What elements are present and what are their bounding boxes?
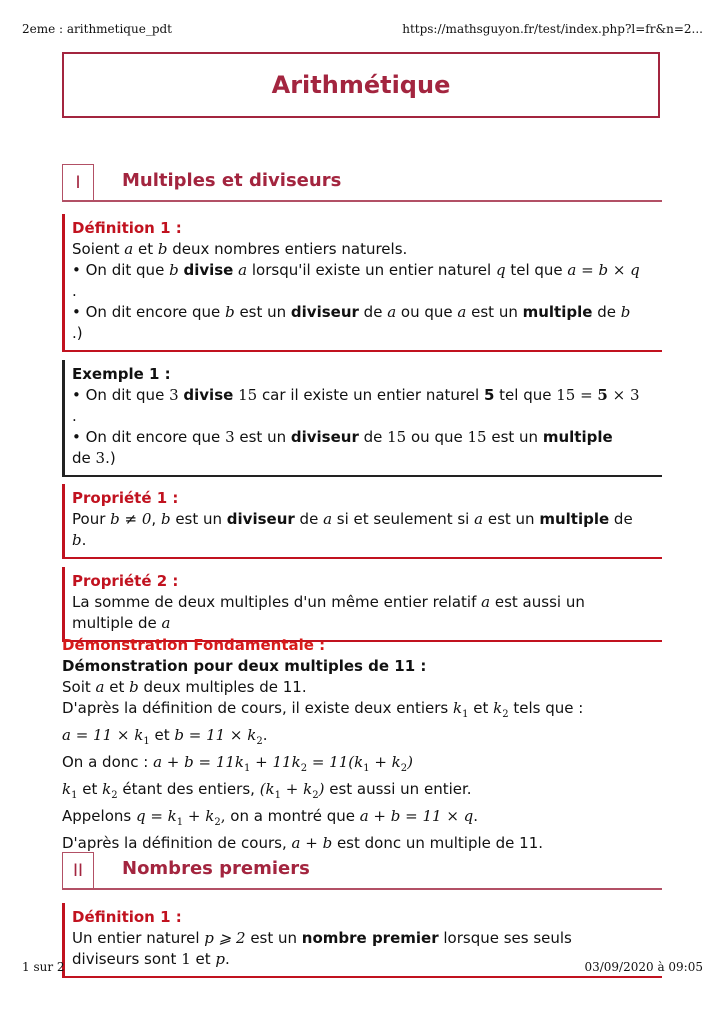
section-number: II [62,852,94,888]
text-span: a [161,614,171,632]
text-span: + k [281,780,313,798]
text-span: p ⩾ 2 [204,929,246,947]
text-span: a [457,303,467,321]
text-span: + k [369,753,401,771]
text-span: + 11k [250,753,301,771]
example-title: Exemple 1 : [72,365,171,383]
text-span: a [323,510,333,528]
text-span: q = k [135,807,177,825]
text-span: multiple [539,510,610,528]
print-footer-page: 1 sur 2 [22,960,65,974]
demonstration-line [62,833,662,854]
text-span: La somme de deux multiples d'un même entier relatif [72,593,482,611]
text-span: si et seulement si [332,510,475,528]
text-span: 2 [214,817,221,828]
text-span: = 11(k [307,753,364,771]
text-span: a [124,240,134,258]
text-span: b [160,510,171,528]
text-span: 1 [274,790,282,801]
text-span: diviseurs sont [72,950,182,968]
text-span: q [495,261,506,279]
text-span: a + b = 11 × q [359,807,474,825]
text-span: 15 [387,428,407,446]
definition-line [72,302,662,323]
text-span: 1 [363,763,370,774]
text-span: a + b = 11k [153,753,245,771]
text-span: b [129,678,139,696]
text-span: 2 [400,763,408,774]
text-span: 15 [467,428,487,446]
text-span: b [157,240,168,258]
text-span: Appelons [62,807,136,825]
text-span: deux multiples de 11. [138,678,307,696]
demonstration-title: Démonstration Fondamentale : [62,636,326,654]
title-box [62,52,660,118]
text-span: • On dit encore que [72,428,226,446]
definition-title: Définition 1 : [72,219,182,237]
property-box [62,567,662,642]
text-span: , [151,510,161,528]
demonstration-line [62,725,662,752]
text-span: est un [466,303,523,321]
definition-box [62,214,662,352]
demonstration-line [62,698,662,725]
text-span: + k [183,807,215,825]
text-span: diviseur [290,428,359,446]
definition-line [72,949,662,970]
property-title: Propriété 1 : [72,489,179,507]
text-span: multiple de [72,614,162,632]
text-span: de [294,510,324,528]
example-line: . [72,407,77,425]
definition-line [72,928,662,949]
text-span: a [481,593,491,611]
text-span: est un [170,510,227,528]
text-span: a = b × q [567,261,640,279]
text-span: 5 [483,386,495,404]
text-span: 5 [597,386,608,404]
property-line [72,592,662,613]
definition-box [62,903,662,978]
example-line [72,448,662,469]
text-span: et [149,726,175,744]
text-span: 2 [502,709,509,720]
text-span: p [215,950,225,968]
text-span: 1 [462,709,469,720]
definition-line [72,260,662,281]
text-span: . [81,531,87,549]
text-span: .) [105,449,116,467]
text-span: et [77,780,103,798]
text-span: 2 [312,790,319,801]
text-span: Soient [72,240,125,258]
text-span: . [262,726,268,744]
section-number: I [62,164,94,200]
text-span: b [72,531,82,549]
example-line [72,385,662,406]
text-span: a [474,510,484,528]
text-span: ) [318,780,325,798]
text-span: multiple [522,303,593,321]
section-heading-1 [62,164,662,202]
text-span: tels que : [508,699,584,717]
text-span: 2 [111,790,118,801]
text-span: 1 [71,790,78,801]
page-title: Arithmétique [271,71,451,99]
text-span: de [358,303,388,321]
text-span: est un [486,428,543,446]
text-span: ou que [406,428,468,446]
text-span: × 3 [607,386,640,404]
text-span: k [102,780,112,798]
text-span: nombre premier [301,929,439,947]
text-span: de [592,303,621,321]
text-span: 1 [143,736,150,747]
text-span: étant des entiers, [117,780,260,798]
text-span: on a montré que [225,807,360,825]
text-span: • On dit encore que [72,303,226,321]
definition-line [72,239,662,260]
text-span: a = 11 × k [62,726,144,744]
text-span: 3 [95,449,106,467]
text-span: et [468,699,494,717]
text-span: D'après la définition de cours, il existe deux entiers [62,699,453,717]
text-span: 2 [256,736,263,747]
text-span: D'après la définition de cours, [62,834,292,852]
text-span: a [95,678,105,696]
text-span: lorsque ses seuls [438,929,572,947]
print-header-title: 2eme : arithmetique_pdt [22,22,173,36]
text-span: de [72,449,96,467]
text-span: • On dit que [72,386,170,404]
text-span: k [452,699,463,717]
text-span: b = 11 × k [174,726,257,744]
demonstration-line [62,677,662,698]
print-footer-date: 03/09/2020 à 09:05 [584,960,703,974]
demonstration-line [62,752,662,779]
text-span: 15 = [556,386,598,404]
demonstration-block [62,635,662,854]
demonstration-line [62,779,662,806]
text-span: b [225,303,235,321]
text-span: a [387,303,397,321]
demonstration-line [62,806,662,833]
text-span: est donc un multiple de 11. [332,834,544,852]
text-span: tel que [505,261,568,279]
text-span: k [493,699,503,717]
section-heading-2 [62,852,662,890]
text-span: deux nombres entiers naturels. [167,240,408,258]
definition-line: . [72,282,77,300]
text-span: divise [183,386,234,404]
property-title: Propriété 2 : [72,572,179,590]
definition-title: Définition 1 : [72,908,182,926]
text-span: Pour [72,510,111,528]
text-span: a [238,261,248,279]
text-span: 1 [176,817,184,828]
text-span: est aussi un [490,593,585,611]
text-span: et [190,950,216,968]
print-header-url[interactable]: https://mathsguyon.fr/test/index.php?l=fr&n=2... [402,22,703,36]
text-span: b ≠ 0 [110,510,152,528]
property-box [62,484,662,559]
text-span: • On dit que [72,261,170,279]
text-span: a + b [291,834,333,852]
text-span: diviseur [226,510,295,528]
text-span: 1 [181,950,191,968]
text-span: b [620,303,631,321]
text-span: 1 [244,763,251,774]
text-span: est un [483,510,540,528]
text-span: Un entier naturel [72,929,205,947]
text-span: et [133,240,158,258]
text-span: de [358,428,388,446]
text-span: 3 [169,386,179,404]
text-span: est un [234,428,291,446]
text-span: multiple [542,428,613,446]
example-line [72,427,662,448]
example-box [62,360,662,477]
definition-line: .) [72,324,83,342]
section-title: Nombres premiers [122,858,310,879]
property-line [72,613,662,634]
text-span: est un [245,929,302,947]
text-span: 2 [300,763,308,774]
text-span: tel que [494,386,557,404]
text-span: de [609,510,633,528]
text-span: . [225,950,230,968]
text-span: b [169,261,179,279]
text-span: est un [234,303,291,321]
text-span: k [62,780,72,798]
text-span: , [220,807,226,825]
text-span: et [104,678,130,696]
text-span: On a donc : [62,753,154,771]
section-title: Multiples et diviseurs [122,170,342,191]
demonstration-subtitle: Démonstration pour deux multiples de 11 : [62,657,427,675]
property-line [72,509,662,530]
text-span: Soit [62,678,96,696]
text-span: divise [183,261,234,279]
text-span: ) [407,753,414,771]
text-span: . [473,807,479,825]
text-span: lorsqu'il existe un entier naturel [247,261,496,279]
text-span: car il existe un entier naturel [257,386,484,404]
property-line [72,530,662,551]
text-span: diviseur [290,303,359,321]
text-span: ou que [396,303,458,321]
text-span: (k [259,780,275,798]
text-span: 15 [238,386,258,404]
text-span: est aussi un entier. [324,780,472,798]
text-span: 3 [225,428,235,446]
